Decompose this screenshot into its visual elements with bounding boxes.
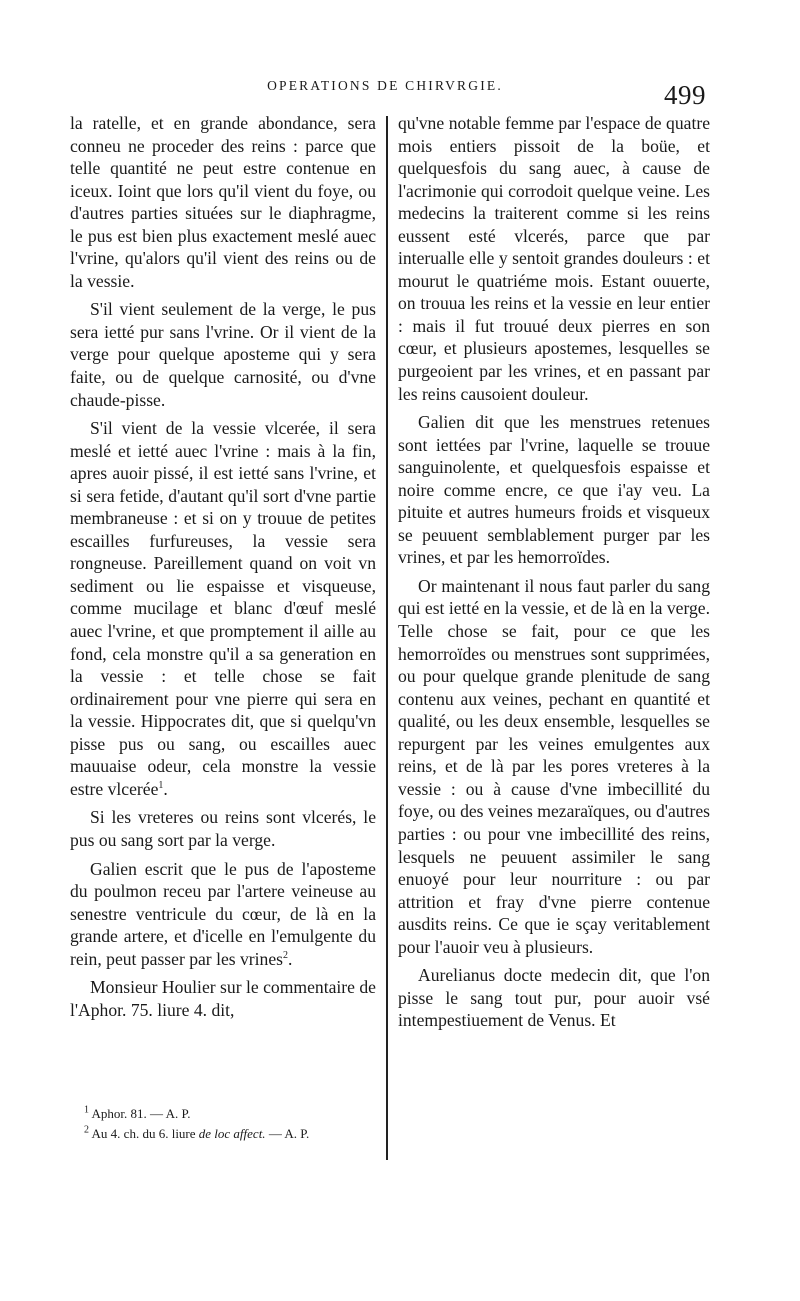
paragraph: Galien dit que les menstrues retenues sont iettées par l'vrine, laquelle se trouue sanguinolente, et quelquesfois espaisse et noire comme encre, ce que i'ay veu. La pituite et autres humeurs froids et visqueux se peuuent semblablement purger par les vrines, et par les hemorroïdes. bbox=[398, 412, 710, 568]
paragraph: la ratelle, et en grande abondance, sera conneu ne proceder des reins : parce que telle quantité ne peut estre contenue en iceux. Ioint que lors qu'il vient du foye, ou d'autres parties situées sur le diaphragme, le pus est bien plus exactement meslé auec l'vrine, qu'alors qu'il vient des reins ou de la vessie. bbox=[70, 113, 376, 291]
right-column bbox=[398, 112, 710, 1032]
column-divider bbox=[386, 116, 388, 1160]
footnote-ref: 2 bbox=[283, 949, 289, 961]
paragraph: Si les vreteres ou reins sont vlcerés, le pus ou sang sort par la verge. bbox=[70, 807, 376, 850]
footnote-text: — A. P. bbox=[268, 1126, 310, 1141]
paragraph: qu'vne notable femme par l'espace de quatre mois entiers pissoit de la boüe, et quelquesfois du sang auec, à cause de l'acrimonie qui corrodoit quelque veine. Les medecins la traiterent comme si les reins eussent esté vlcerés, parce que par interualle elle y sentoit grandes douleurs : et mourut le quatriéme mois. Estant ouuerte, on trouua les reins et la vessie en leur entier : mais il fut trouué deux pierres en son cœur, et plusieurs apostemes, lesquelles se purgeoient par les vrines, et en passant par les reins causoient douleur. bbox=[398, 113, 710, 404]
paragraph: Aurelianus docte medecin dit, que l'on pisse le sang tout pur, pour auoir vsé intempestiuement de Venus. Et bbox=[398, 965, 710, 1031]
paragraph: Monsieur Houlier sur le commentaire de l'Aphor. 75. liure 4. dit, bbox=[70, 977, 376, 1020]
footnote-mark: 2 bbox=[84, 1124, 89, 1136]
paragraph-text: S'il vient de la vessie vlcerée, il sera meslé et ietté auec l'vrine : mais à la fin, apres auoir pissé, il est ietté sans l'vrine, et si sera fetide, d'autant qu'il sort d'vne partie membraneuse : et si on y trouue de petites escailles furfureuses, la vessie sera rongneuse. Pareillement quand on voit vn sediment ou lie espaisse et visqueuse, comme mucilage et blanc d'œuf meslé auec l'vrine, et que promptement il aille au fond, cela monstre qu'il a sa generation en la vessie : et telle chose se fait ordinairement pour vne pierre qui sera en la vessie. Hippocrates dit, que si quelqu'vn pisse pus ou sang, ou escailles auec mauuaise odeur, cela monstre la vessie estre vlcerée bbox=[70, 418, 376, 799]
paragraph: Or maintenant il nous faut parler du sang qui est ietté en la vessie, et de là en la verge. Telle chose se fait, pour ce que les hemorroïdes ou menstrues sont supprimées, ou pour quelque grande plenitude de sang contenu aux veines, pechant en quantité et qualité, ou les deux ensemble, lesquelles se repurgent par les veines emulgentes aux reins, et de là par les pores vreteres à la vessie : ou à cause d'vne imbecillité du foye, ou des veines mezaraïques, ou d'autres parties : ou pour vne imbecillité des reins, lesquels ne peuuent assimiler le sang enuoyé pour leur nourriture : ou par attrition et fray d'vne pierre contenue ausdits reins. Ce que ie sçay veritablement pour l'auoir veu à plusieurs. bbox=[398, 575, 710, 957]
page-number: 499 bbox=[664, 80, 706, 110]
paragraph-text: Galien escrit que le pus de l'aposteme du poulmon receu par l'artere veineuse au senestre ventricule du cœur, de là en la grande artere, et d'icelle en l'emulgente du rein, peut passer par les vrines bbox=[70, 858, 376, 969]
footnote bbox=[70, 1124, 376, 1144]
paragraph: S'il vient seulement de la verge, le pus sera ietté pur sans l'vrine. Or il vient de la verge pour quelque aposteme qui y sera faite, ou de quelque carnosité, ou d'vne chaude-pisse. bbox=[70, 299, 376, 410]
left-column bbox=[70, 112, 376, 1021]
footnotes bbox=[70, 1104, 376, 1144]
paragraph: S'il vient de la vessie vlcerée, il sera meslé et ietté auec l'vrine : mais à la fin, apres auoir pissé, il est ietté sans l'vrine, et si sera fetide, d'autant qu'il sort d'vne partie membraneuse : et si on y trouue de petites escailles furfureuses, la vessie sera rongneuse. Pareillement quand on voit vn sediment ou lie espaisse et visqueuse, comme mucilage et blanc d'œuf meslé auec l'vrine, et que promptement il aille au fond, cela monstre qu'il a sa generation en la vessie : et telle chose se fait ordinairement pour vne pierre qui sera en la vessie. Hippocrates dit, que si quelqu'vn pisse pus ou sang, ou escailles auec mauuaise odeur, cela monstre la vessie estre vlcerée$^1$. bbox=[70, 418, 376, 799]
footnote-text: Aphor. 81. — A. P. bbox=[91, 1106, 191, 1121]
running-title: OPERATIONS DE CHIRVRGIE. bbox=[267, 78, 503, 93]
footnote-mark: 1 bbox=[84, 1104, 89, 1116]
paragraph: Galien escrit que le pus de l'aposteme du poulmon receu par l'artere veineuse au senestre ventricule du cœur, de là en la grande artere, et d'icelle en l'emulgente du rein, peut passer par les vrines$^2$. bbox=[70, 858, 376, 969]
footnote-text: Au 4. ch. du 6. liure bbox=[91, 1126, 196, 1141]
footnote-title: de loc affect. bbox=[198, 1126, 266, 1141]
footnote bbox=[70, 1104, 376, 1124]
footnote-ref: 1 bbox=[158, 780, 164, 791]
